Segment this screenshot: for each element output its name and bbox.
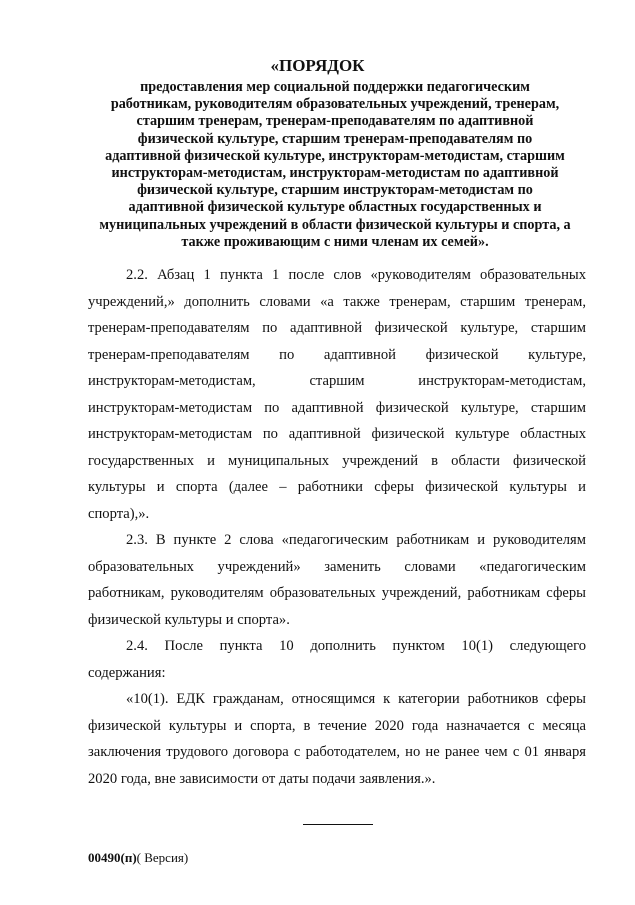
body-line: 2.3. В пункте 2 слова «педагогическим работникам и руководителям (126, 532, 586, 548)
body-line: спорта),». (88, 505, 150, 522)
subtitle-line: адаптивной физической культуре областных государственных и (128, 199, 542, 216)
paragraph-10-1 (88, 686, 586, 792)
subtitle-line: предоставления мер социальной поддержки педагогическим (140, 79, 530, 95)
body-line: инструкторам-методистам по адаптивной физической культуре областных (88, 426, 586, 442)
body-line: 2020 года, вне зависимости от даты подачи заявления.». (88, 770, 436, 787)
body-line: физической культуры и спорта». (88, 611, 290, 628)
body-line: 2.4. После пункта 10 дополнить пунктом 10(1) следующего (126, 638, 586, 654)
document-footer (88, 850, 188, 866)
subtitle-line: инструкторам-методистам, инструкторам-методистам по адаптивной (111, 165, 559, 182)
body-line: инструкторам-методистам по адаптивной физической культуре, старшим (88, 399, 586, 416)
subtitle-line: физической культуре, старшим тренерам-преподавателям по (137, 130, 533, 147)
body-line: тренерам-преподавателям по адаптивной физической культуре, (88, 346, 586, 363)
body-line: инструкторам-методистам, старшим инструкторам-методистам, (88, 373, 586, 389)
paragraph-2-2 (88, 262, 586, 527)
body-line: государственных и муниципальных учреждений в области физической (88, 452, 586, 469)
subtitle-line: работникам, руководителям образовательных учреждений, тренерам, (110, 96, 560, 113)
paragraph-2-4 (88, 633, 586, 686)
document-subtitle (92, 79, 578, 251)
body-line: учреждений,» дополнить словами «а также тренерам, старшим тренерам, (88, 293, 586, 310)
body-line: заключения трудового договора с работодателем, но не ранее чем с 01 января (88, 744, 586, 760)
body-line: образовательных учреждений» заменить словами «педагогическим (88, 558, 586, 575)
subtitle-line: адаптивной физической культуре, инструкторам-методистам, старшим (105, 147, 565, 164)
body-line: физической культуры и спорта, в течение 2020 года назначается с месяца (88, 717, 586, 734)
document-title: «ПОРЯДОК (270, 56, 365, 75)
separator-line (303, 824, 373, 825)
paragraph-2-3 (88, 527, 586, 633)
body-line: работникам, руководителям образовательных учреждений, работникам сферы (88, 585, 586, 601)
body-line: «10(1). ЕДК гражданам, относящимся к категории работников сферы (126, 691, 586, 707)
footer-code: 00490(п) (88, 850, 137, 865)
footer-version: ( Версия) (136, 850, 189, 865)
subtitle-line: муниципальных учреждений в области физической культуры и спорта, а (99, 216, 571, 233)
subtitle-line: физической культуре, старшим инструкторам-методистам по (137, 182, 533, 199)
subtitle-line: старшим тренерам, тренерам-преподавателям по адаптивной (136, 113, 534, 130)
document-body (88, 262, 586, 792)
body-line: культуры и спорта (далее – работники сферы физической культуры и (88, 479, 586, 495)
subtitle-line: также проживающим с ними членам их семей». (181, 233, 489, 250)
body-line: 2.2. Абзац 1 пункта 1 после слов «руководителям образовательных (126, 267, 586, 283)
body-line: содержания: (88, 664, 166, 681)
body-line: тренерам-преподавателям по адаптивной физической культуре, старшим (88, 320, 586, 336)
